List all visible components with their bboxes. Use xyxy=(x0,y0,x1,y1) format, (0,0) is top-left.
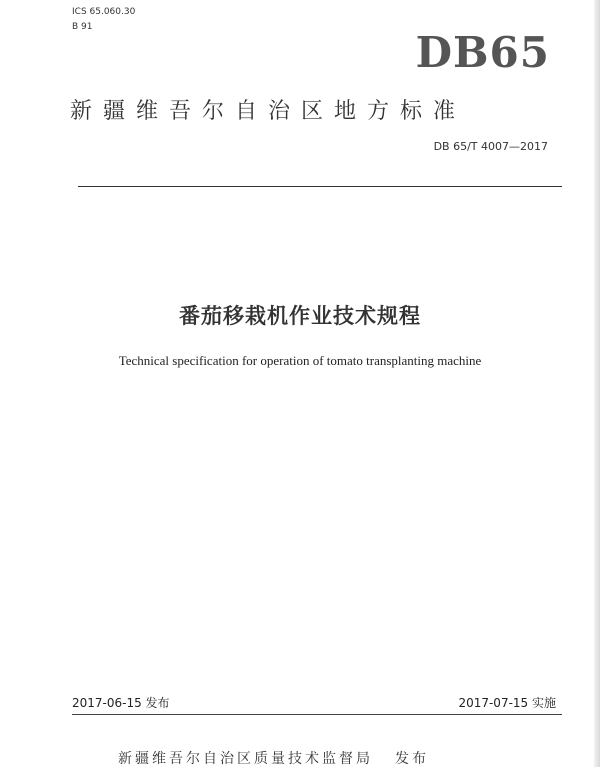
title-chinese: 番茄移栽机作业技术规程 xyxy=(179,304,421,328)
ics-code: ICS 65.060.30 xyxy=(72,7,136,17)
issuer-suffix: 发布 xyxy=(395,751,429,767)
standard-mark: DB65 xyxy=(415,28,550,77)
header-divider xyxy=(78,186,562,187)
classification-codes xyxy=(72,5,135,35)
footer-divider xyxy=(72,714,562,715)
standard-number: DB 65/T 4007—2017 xyxy=(433,140,548,153)
implementation-date: 2017-07-15 实施 xyxy=(458,696,556,710)
title-english: Technical specification for operation of tomato transplanting machine xyxy=(118,353,482,368)
ccs-code: B 91 xyxy=(72,22,93,32)
scan-edge-shadow xyxy=(594,0,600,767)
issuer-line xyxy=(118,748,429,768)
standard-category: 新疆维吾尔自治区地方标准 xyxy=(70,99,467,124)
issuer-name: 新疆维吾尔自治区质量技术监督局 xyxy=(118,751,373,767)
issue-date: 2017-06-15 发布 xyxy=(72,696,170,710)
